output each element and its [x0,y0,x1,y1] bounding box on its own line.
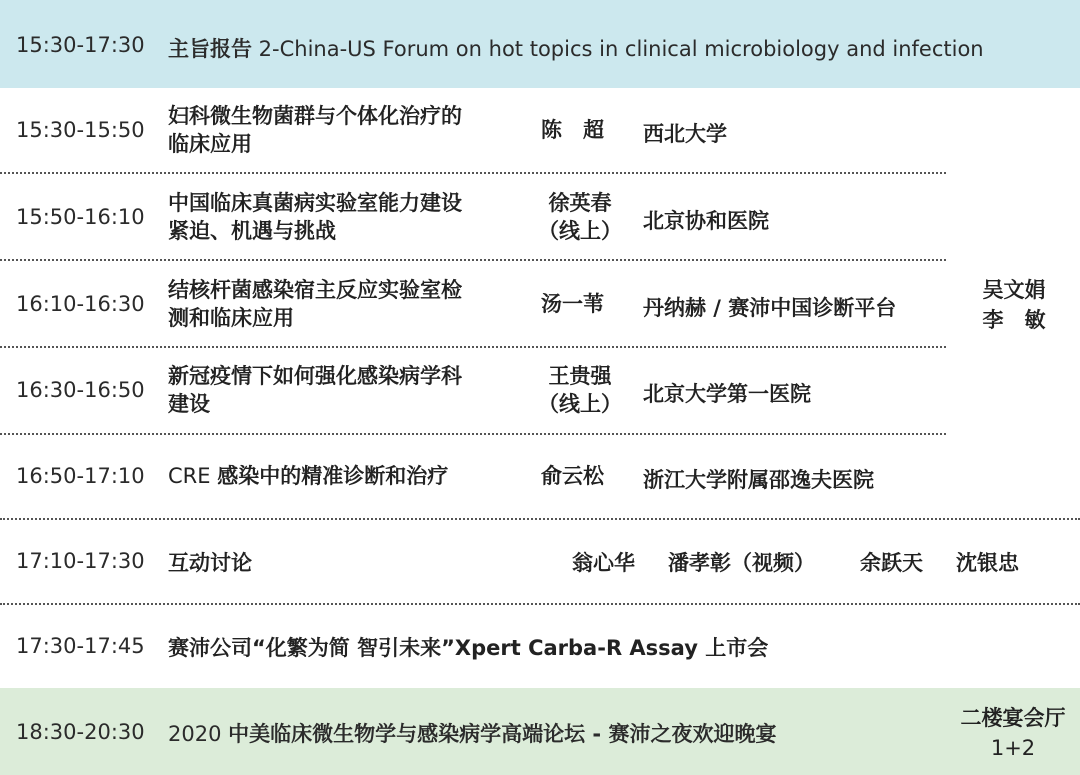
session-2-institution: 北京协和医院 [643,209,769,233]
session-1-speaker: 陈 超 [541,118,604,142]
session-5-title [168,462,448,490]
moderator-2: 李 敏 [982,308,1046,332]
session-3-title-line-2: 测和临床应用 [168,306,294,330]
launch-time: 17:30-17:45 [16,634,145,658]
footer-title-rest: - 赛沛之夜欢迎晚宴 [585,722,777,746]
session-4-speaker-note: （线上） [538,392,622,416]
session-4-time: 16:30-16:50 [16,378,145,402]
header-title [168,33,984,63]
divider [0,346,946,348]
session-5-title-line-1: 感染中的精准诊断和治疗 [217,464,449,488]
session-5-title-prefix: CRE [168,464,218,488]
session-1-institution: 西北大学 [643,122,727,146]
session-4-title-line-2: 建设 [168,392,210,416]
session-3-title [168,276,462,332]
header-time: 15:30-17:30 [16,33,145,57]
session-5-speaker: 俞云松 [541,464,604,488]
footer-year: 2020 [168,722,229,746]
moderators [966,275,1062,335]
session-2-title-line-1: 中国临床真菌病实验室能力建设 [168,191,462,215]
panelist-4: 沈银忠 [956,551,1019,575]
discussion-title: 互动讨论 [168,551,252,575]
session-5-time: 16:50-17:10 [16,464,145,488]
session-2-time: 15:50-16:10 [16,205,145,229]
session-2-speaker-name: 徐英春 [548,191,612,215]
divider [0,518,1080,520]
footer-title [168,718,776,748]
session-1-title [168,102,462,158]
moderator-1: 吴文娟 [982,278,1046,302]
header-title-rest: 2-China-US Forum on hot topics in clinical microbiology and infection [252,37,984,61]
session-3-time: 16:10-16:30 [16,292,145,316]
panelist-3: 余跃天 [860,551,923,575]
session-4-title [168,362,462,418]
header-title-bold: 主旨报告 [168,37,252,61]
divider [0,259,946,261]
venue-room: 1+2 [990,736,1036,760]
divider [0,603,1080,605]
discussion-time: 17:10-17:30 [16,549,145,573]
session-4-title-line-1: 新冠疫情下如何强化感染病学科 [168,364,462,388]
footer-title-bold: 中美临床微生物学与感染病学高端论坛 [228,722,586,746]
session-5-institution: 浙江大学附属邵逸夫医院 [643,468,874,492]
session-4-speaker-name: 王贵强 [548,364,612,388]
session-1-title-line-1: 妇科微生物菌群与个体化治疗的 [168,104,462,128]
session-3-title-line-1: 结核杆菌感染宿主反应实验室检 [168,278,462,302]
session-3-institution: 丹纳赫 / 赛沛中国诊断平台 [643,296,897,320]
session-2-speaker [535,189,625,245]
divider [0,433,946,435]
session-4-speaker [535,362,625,418]
launch-title: 赛沛公司“化繁为简 智引未来”Xpert Carba-R Assay 上市会 [168,636,769,660]
session-2-title [168,189,462,245]
session-2-speaker-note: （线上） [538,219,622,243]
session-1-time: 15:30-15:50 [16,118,145,142]
panelist-2: 潘孝彰（视频） [668,551,815,575]
panelist-1: 翁心华 [572,551,635,575]
divider [0,172,946,174]
venue-name: 二楼宴会厅 [960,706,1066,730]
footer-venue [950,703,1076,763]
session-4-institution: 北京大学第一医院 [643,382,811,406]
session-1-title-line-2: 临床应用 [168,132,252,156]
footer-time: 18:30-20:30 [16,720,145,744]
session-2-title-line-2: 紧迫、机遇与挑战 [168,219,336,243]
session-3-speaker: 汤一苇 [541,292,604,316]
